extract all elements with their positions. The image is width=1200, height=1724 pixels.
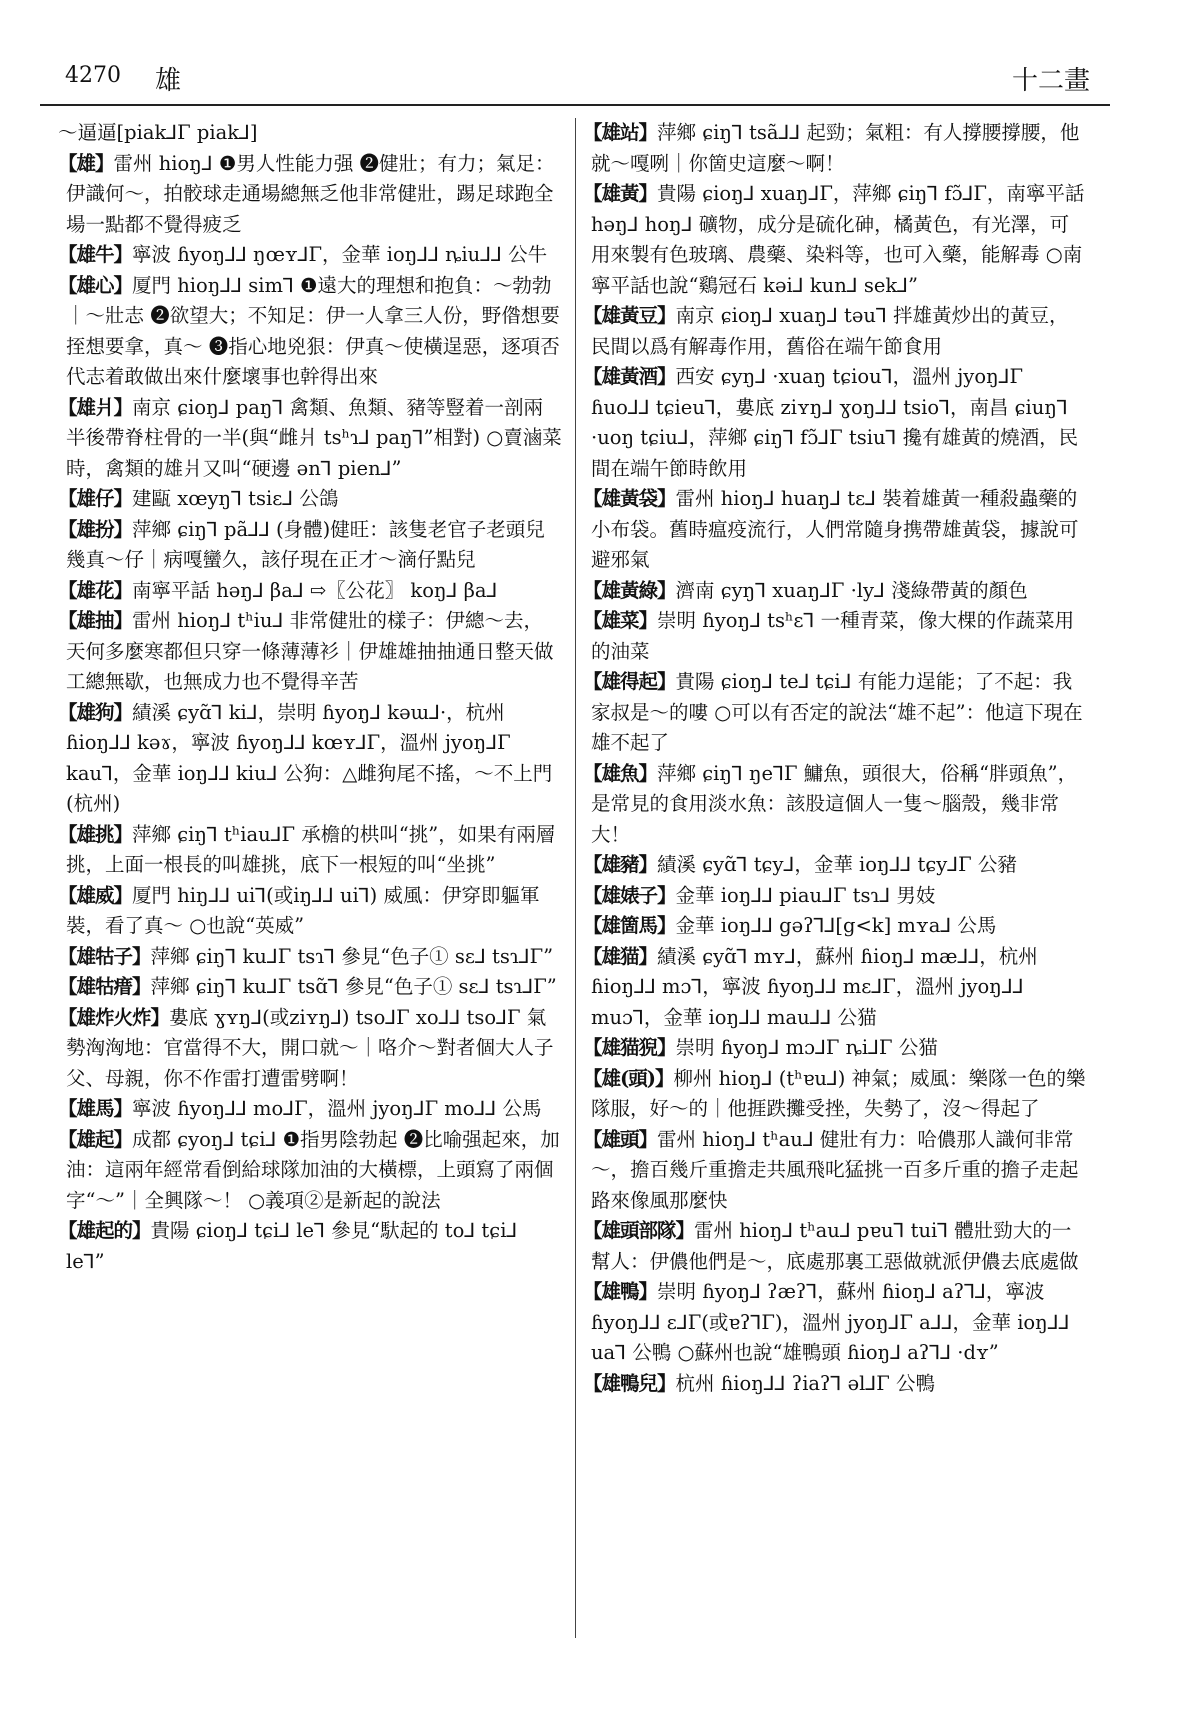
entry-headword: 【雄頭部隊】 [583, 1219, 695, 1242]
dictionary-entry [583, 1064, 1087, 1125]
entry-text: 貴陽 ɕioŋ⅃ xuaŋ⅃Γ，萍鄉 ɕiŋ⅂ fɔ̃⅃Γ，南寧平話 həŋ⅃ hoŋ⅃ 礦物，成分是硫化砷，橘黃色，有光澤，可用來製有色玻璃、農藥、染料等，也可入藥，能解毒 ○南寧平話也說“鷄冠石 kəi⅃ kun⅃ sek⅃” [591, 182, 1085, 297]
entry-text: 萍鄉 ɕiŋ⅂ ŋe⅂Γ 鱅魚，頭很大，俗稱“胖頭魚”，是常見的食用淡水魚：該股這個人一隻～腦殼，幾非常大！ [591, 761, 1078, 846]
entry-text: 雷州 hioŋ⅃ huaŋ⅃ tɛ⅃ 裝着雄黃一種殺蟲藥的小布袋。舊時瘟疫流行，人們常隨身携帶雄黃袋，據說可避邪氣 [591, 487, 1079, 571]
entry-text: 杭州 ɦioŋ⅃⅃ ʔiaʔ⅂ əl⅃Γ 公鴨 [675, 1371, 935, 1395]
left-column [58, 118, 562, 1277]
entry-headword: 【雄婊子】 [583, 883, 676, 907]
entry-text: 萍鄉 ɕiŋ⅂ ku⅃Γ tsɿ⅂ 參見“色子① sɛ⅃ tsɿ⅃Γ” [150, 944, 554, 968]
entry-text: 南寧平話 həŋ⅃ βa⅃ ⇨〖公花〗 koŋ⅃ βa⅃ [132, 578, 498, 602]
page-number: 4270 [65, 63, 121, 88]
entry-text: 崇明 ɦyoŋ⅃ tsʰɛ⅂ 一種青菜，像大棵的作蔬菜用的油菜 [591, 609, 1075, 663]
entry-text: 南京 ɕioŋ⅃ xuaŋ⅃ təu⅂ 拌雄黃炒出的黃豆，民間以爲有解毒作用，舊俗在端午節食用 [591, 304, 1069, 358]
entry-headword: 【雄箇馬】 [583, 914, 676, 937]
column-divider [575, 118, 576, 1638]
entry-headword: 【雄猫猊】 [583, 1036, 676, 1059]
dictionary-entry [583, 1125, 1087, 1217]
entry-headword: 【雄鴨兒】 [583, 1371, 676, 1395]
dictionary-entry [58, 240, 562, 271]
entry-headword: 【雄狗】 [58, 700, 133, 724]
entry-text: 萍鄉 ɕiŋ⅂ pã⅃⅃ (身體)健旺：該隻老官子老頭兒幾真～仔｜病嘎蠻久，該仔現在正才～滴仔點兒 [66, 517, 545, 571]
entry-headword: 【雄馬】 [58, 1097, 133, 1120]
entry-headword: 【雄猫】 [583, 944, 658, 968]
entry-headword: 【雄黃豆】 [583, 304, 676, 327]
dictionary-entry [58, 820, 562, 881]
entry-text: 柳州 hioŋ⅃ (tʰɐu⅃) 神氣；威風：樂隊一色的樂隊服，好～的｜他捱跌攤受挫，失勢了，沒～得起了 [591, 1066, 1086, 1120]
dictionary-entry [583, 118, 1087, 179]
entry-headword: 【雄牛】 [58, 243, 133, 266]
dictionary-entry [583, 484, 1087, 576]
dictionary-entry [583, 301, 1087, 362]
entry-headword: 【雄黃】 [583, 182, 658, 205]
entry-headword: 【雄黃酒】 [583, 365, 676, 388]
right-column [583, 118, 1087, 1399]
entry-headword: 【雄豬】 [583, 853, 658, 876]
entry-text: 績溪 ɕyɑ̃⅂ ki⅃，崇明 ɦyoŋ⅃ kəɯ⅃·，杭州 ɦioŋ⅃⅃ kəɤ，寧波 ɦyoŋ⅃⅃ kœʏ⅃Γ，溫州 jyoŋ⅃Γ kau⅂，金華 ioŋ⅃⅃ kiu⅃ 公狗：△雌狗尾不搖，～不上門(杭州) [66, 700, 553, 815]
dictionary-entry [58, 484, 562, 515]
entry-text: 建甌 xœyŋ⅂ tsiɛ⅃ 公鴿 [132, 487, 339, 510]
header-character: 雄 [155, 66, 182, 96]
dictionary-entry [58, 271, 562, 393]
entry-headword: 【雄心】 [58, 273, 133, 297]
dictionary-entry [583, 576, 1087, 607]
entry-text: 南京 ɕioŋ⅃ paŋ⅂ 禽類、魚類、豬等豎着一剖兩半後帶脊柱骨的一半(與“雌爿 tsʰɿ⅃ paŋ⅂”相對) ○賣滷菜時，禽類的雄爿又叫“硬邊 ən⅂ pien⅃” [66, 395, 562, 480]
dictionary-entry [58, 515, 562, 576]
entry-headword: 【雄仔】 [58, 487, 133, 510]
entry-headword: 【雄】 [58, 151, 114, 175]
dictionary-entry [583, 942, 1087, 1034]
entry-text: 婁底 ɣʏŋ⅃(或ziʏŋ⅃) tso⅃Γ xo⅃⅃ tso⅃Γ 氣勢洶洶地：官當得不大，開口就～｜咯介～對者個大人子父、母親，你不作雷打遭雷劈啊！ [66, 1005, 554, 1090]
dictionary-entry [58, 698, 562, 820]
entry-text: 寧波 ɦyoŋ⅃⅃ mo⅃Γ，溫州 jyoŋ⅃Γ mo⅃⅃ 公馬 [132, 1097, 542, 1120]
dictionary-entry [58, 576, 562, 607]
entry-headword: 【雄起的】 [58, 1219, 151, 1242]
entry-headword: 【雄黃綠】 [583, 578, 676, 602]
dictionary-entry [583, 179, 1087, 301]
dictionary-entry [58, 118, 562, 149]
entry-text: 雷州 hioŋ⅃ ❶男人性能力强 ❷健壯；有力；氣足：伊識何～，拍骹球走通場總無乏他非常健壯，踢足球跑全場一點都不覺得疲乏 [66, 151, 555, 236]
entry-headword: 【雄扮】 [58, 517, 133, 541]
dictionary-entry [58, 149, 562, 241]
dictionary-entry [58, 972, 562, 1003]
entry-headword: 【雄鴨】 [583, 1280, 658, 1303]
dictionary-entry [583, 759, 1087, 851]
entry-text: 金華 ioŋ⅃⅃ piau⅃Γ tsɿ⅃ 男妓 [675, 883, 936, 907]
entry-headword: 【雄黃袋】 [583, 487, 676, 510]
dictionary-entry [58, 1216, 562, 1277]
entry-headword: 【雄炸火炸】 [58, 1005, 170, 1029]
dictionary-entry [583, 1369, 1087, 1400]
dictionary-entry [58, 881, 562, 942]
entry-text: 寧波 ɦyoŋ⅃⅃ ŋœʏ⅃Γ，金華 ioŋ⅃⅃ ȵiu⅃⅃ 公牛 [132, 243, 548, 266]
entry-text: 雷州 hioŋ⅃ tʰau⅃ pɐu⅂ tui⅂ 體壯勁大的一幫人：伊儂他們是～，底處那裏工惡做就派伊儂去底處做 [591, 1219, 1079, 1273]
entry-text: 貴陽 ɕioŋ⅃ tɕi⅃ le⅂ 參見“馱起的 to⅃ tɕi⅃ le⅂” [66, 1219, 518, 1273]
dictionary-entry [583, 1216, 1087, 1277]
entry-text: 績溪 ɕyɑ̃⅂ mʏ⅃，蘇州 ɦioŋ⅃ mæ⅃⅃，杭州 ɦioŋ⅃⅃ mɔ⅂，寧波 ɦyoŋ⅃⅃ mɛ⅃Γ，溫州 jyoŋ⅃⅃ muɔ⅂，金華 ioŋ⅃⅃ mau⅃⅃ 公猫 [591, 944, 1038, 1029]
entry-headword: 【雄牯瘄】 [58, 975, 151, 998]
entry-text: ～逼逼[piak⅃Γ piak⅃] [58, 121, 258, 144]
entry-text: 貴陽 ɕioŋ⅃ te⅃ tɕi⅃ 有能力逞能；了不起：我家叔是～的嘍 ○可以有否定的說法“雄不起”：他這下現在雄不起了 [591, 670, 1083, 754]
entry-text: 西安 ɕyŋ⅃ ·xuaŋ tɕiou⅂，溫州 jyoŋ⅃Γ ɦuo⅃⅃ tɕieu⅂，婁底 ziʏŋ⅃ ɣoŋ⅃⅃ tsio⅂，南昌 ɕiuŋ⅂ ·uoŋ tɕiu⅃，萍鄉 ɕiŋ⅂ fɔ̃⅃Γ tsiu⅂ 攙有雄黃的燒酒，民間在端午節時飲用 [591, 365, 1079, 480]
entry-headword: 【雄頭】 [583, 1127, 658, 1151]
dictionary-entry [58, 1094, 562, 1125]
page-header [40, 48, 1110, 106]
entry-text: 厦門 hiŋ⅃⅃ ui⅂(或iŋ⅃⅃ ui⅂) 威風：伊穿即軀軍裝，看了真～ ○也說“英威” [66, 883, 540, 937]
entry-headword: 【雄得起】 [583, 670, 676, 693]
entry-text: 厦門 hioŋ⅃⅃ sim⅂ ❶遠大的理想和抱負：～勃勃｜～壯志 ❷欲望大；不知足：伊一人拿三人份，野偺想要挃想要拿，真～ ❸指心地兇狠：伊真～使橫逞惡，逐項否代志着敢做出來什麼壞事也幹得出來 [66, 273, 560, 388]
entry-text: 成都 ɕyoŋ⅃ tɕi⅃ ❶指男陰勃起 ❷比喻强起來，加油：這兩年經常看倒給球隊加油的大橫標，上頭寫了兩個字“～”｜全興隊～！ ○義項②是新起的說法 [66, 1127, 560, 1212]
dictionary-entry [583, 1277, 1087, 1369]
dictionary-entry [58, 1125, 562, 1217]
entry-headword: 【雄魚】 [583, 761, 658, 785]
dictionary-entry [583, 667, 1087, 759]
dictionary-entry [58, 942, 562, 973]
entry-text: 萍鄉 ɕiŋ⅂ tsã⅃⅃ 起勁；氣粗：有人撐腰撐腰，他就～嘎咧｜你箇史這麼～啊！ [591, 121, 1080, 175]
entry-headword: 【雄挑】 [58, 822, 133, 846]
dictionary-entry [583, 362, 1087, 484]
entry-text: 崇明 ɦyoŋ⅃ ʔæʔ⅂，蘇州 ɦioŋ⅃ aʔ⅂⅃，寧波 ɦyoŋ⅃⅃ ɛ⅃Γ(或ɐʔ⅂Γ)，溫州 jyoŋ⅃Γ a⅃⅃，金華 ioŋ⅃⅃ ua⅂ 公鴨 ○蘇州也說“雄鴨頭 ɦioŋ⅃ aʔ⅂⅃ ·dʏ” [591, 1280, 1070, 1364]
dictionary-entry [583, 881, 1087, 912]
header-stroke-count: 十二畫 [1011, 66, 1090, 96]
entry-headword: 【雄抽】 [58, 609, 133, 632]
dictionary-entry [58, 393, 562, 485]
entry-headword: 【雄起】 [58, 1127, 133, 1151]
entry-headword: 【雄花】 [58, 578, 133, 602]
dictionary-entry [58, 1003, 562, 1095]
entry-text: 萍鄉 ɕiŋ⅂ ku⅃Γ tsɑ̃⅂ 參見“色子① sɛ⅃ tsɿ⅃Γ” [150, 975, 557, 998]
dictionary-entry [583, 1033, 1087, 1064]
entry-headword: 【雄菜】 [583, 609, 658, 632]
entry-headword: 【雄(頭)】 [583, 1066, 674, 1090]
entry-headword: 【雄威】 [58, 883, 133, 907]
entry-headword: 【雄站】 [583, 121, 658, 144]
entry-text: 崇明 ɦyoŋ⅃ mɔ⅃Γ ȵi⅃Γ 公猫 [675, 1036, 938, 1059]
entry-text: 萍鄉 ɕiŋ⅂ tʰiau⅃Γ 承檐的栱叫“挑”，如果有兩層挑，上面一根長的叫雄挑，底下一根短的叫“坐挑” [66, 822, 556, 876]
dictionary-entry [58, 606, 562, 698]
entry-headword: 【雄爿】 [58, 395, 133, 419]
entry-text: 雷州 hioŋ⅃ tʰiu⅃ 非常健壯的樣子：伊總～去，天何多麼寒都但只穿一條薄薄衫｜伊雄雄抽抽通日整天做工總無歇，也無成力也不覺得辛苦 [66, 609, 554, 693]
dictionary-entry [583, 606, 1087, 667]
entry-headword: 【雄牯子】 [58, 944, 151, 968]
entry-text: 雷州 hioŋ⅃ tʰau⅃ 健壯有力：哈儂那人識何非常～，擔百幾斤重擔走共風飛叱猛挑一百多斤重的擔子走起路來像風那麼快 [591, 1127, 1079, 1212]
header-rule [40, 104, 1110, 106]
entry-text: 濟南 ɕyŋ⅂ xuaŋ⅃Γ ·ly⅃ 淺綠帶黃的顏色 [675, 578, 1028, 602]
dictionary-entry [583, 850, 1087, 881]
entry-text: 金華 ioŋ⅃⅃ gəʔ⅂⅃[g<k] mʏa⅃ 公馬 [675, 914, 997, 937]
dictionary-entry [583, 911, 1087, 942]
entry-text: 績溪 ɕyɑ̃⅂ tɕy⅃，金華 ioŋ⅃⅃ tɕy⅃Γ 公豬 [657, 853, 1017, 876]
